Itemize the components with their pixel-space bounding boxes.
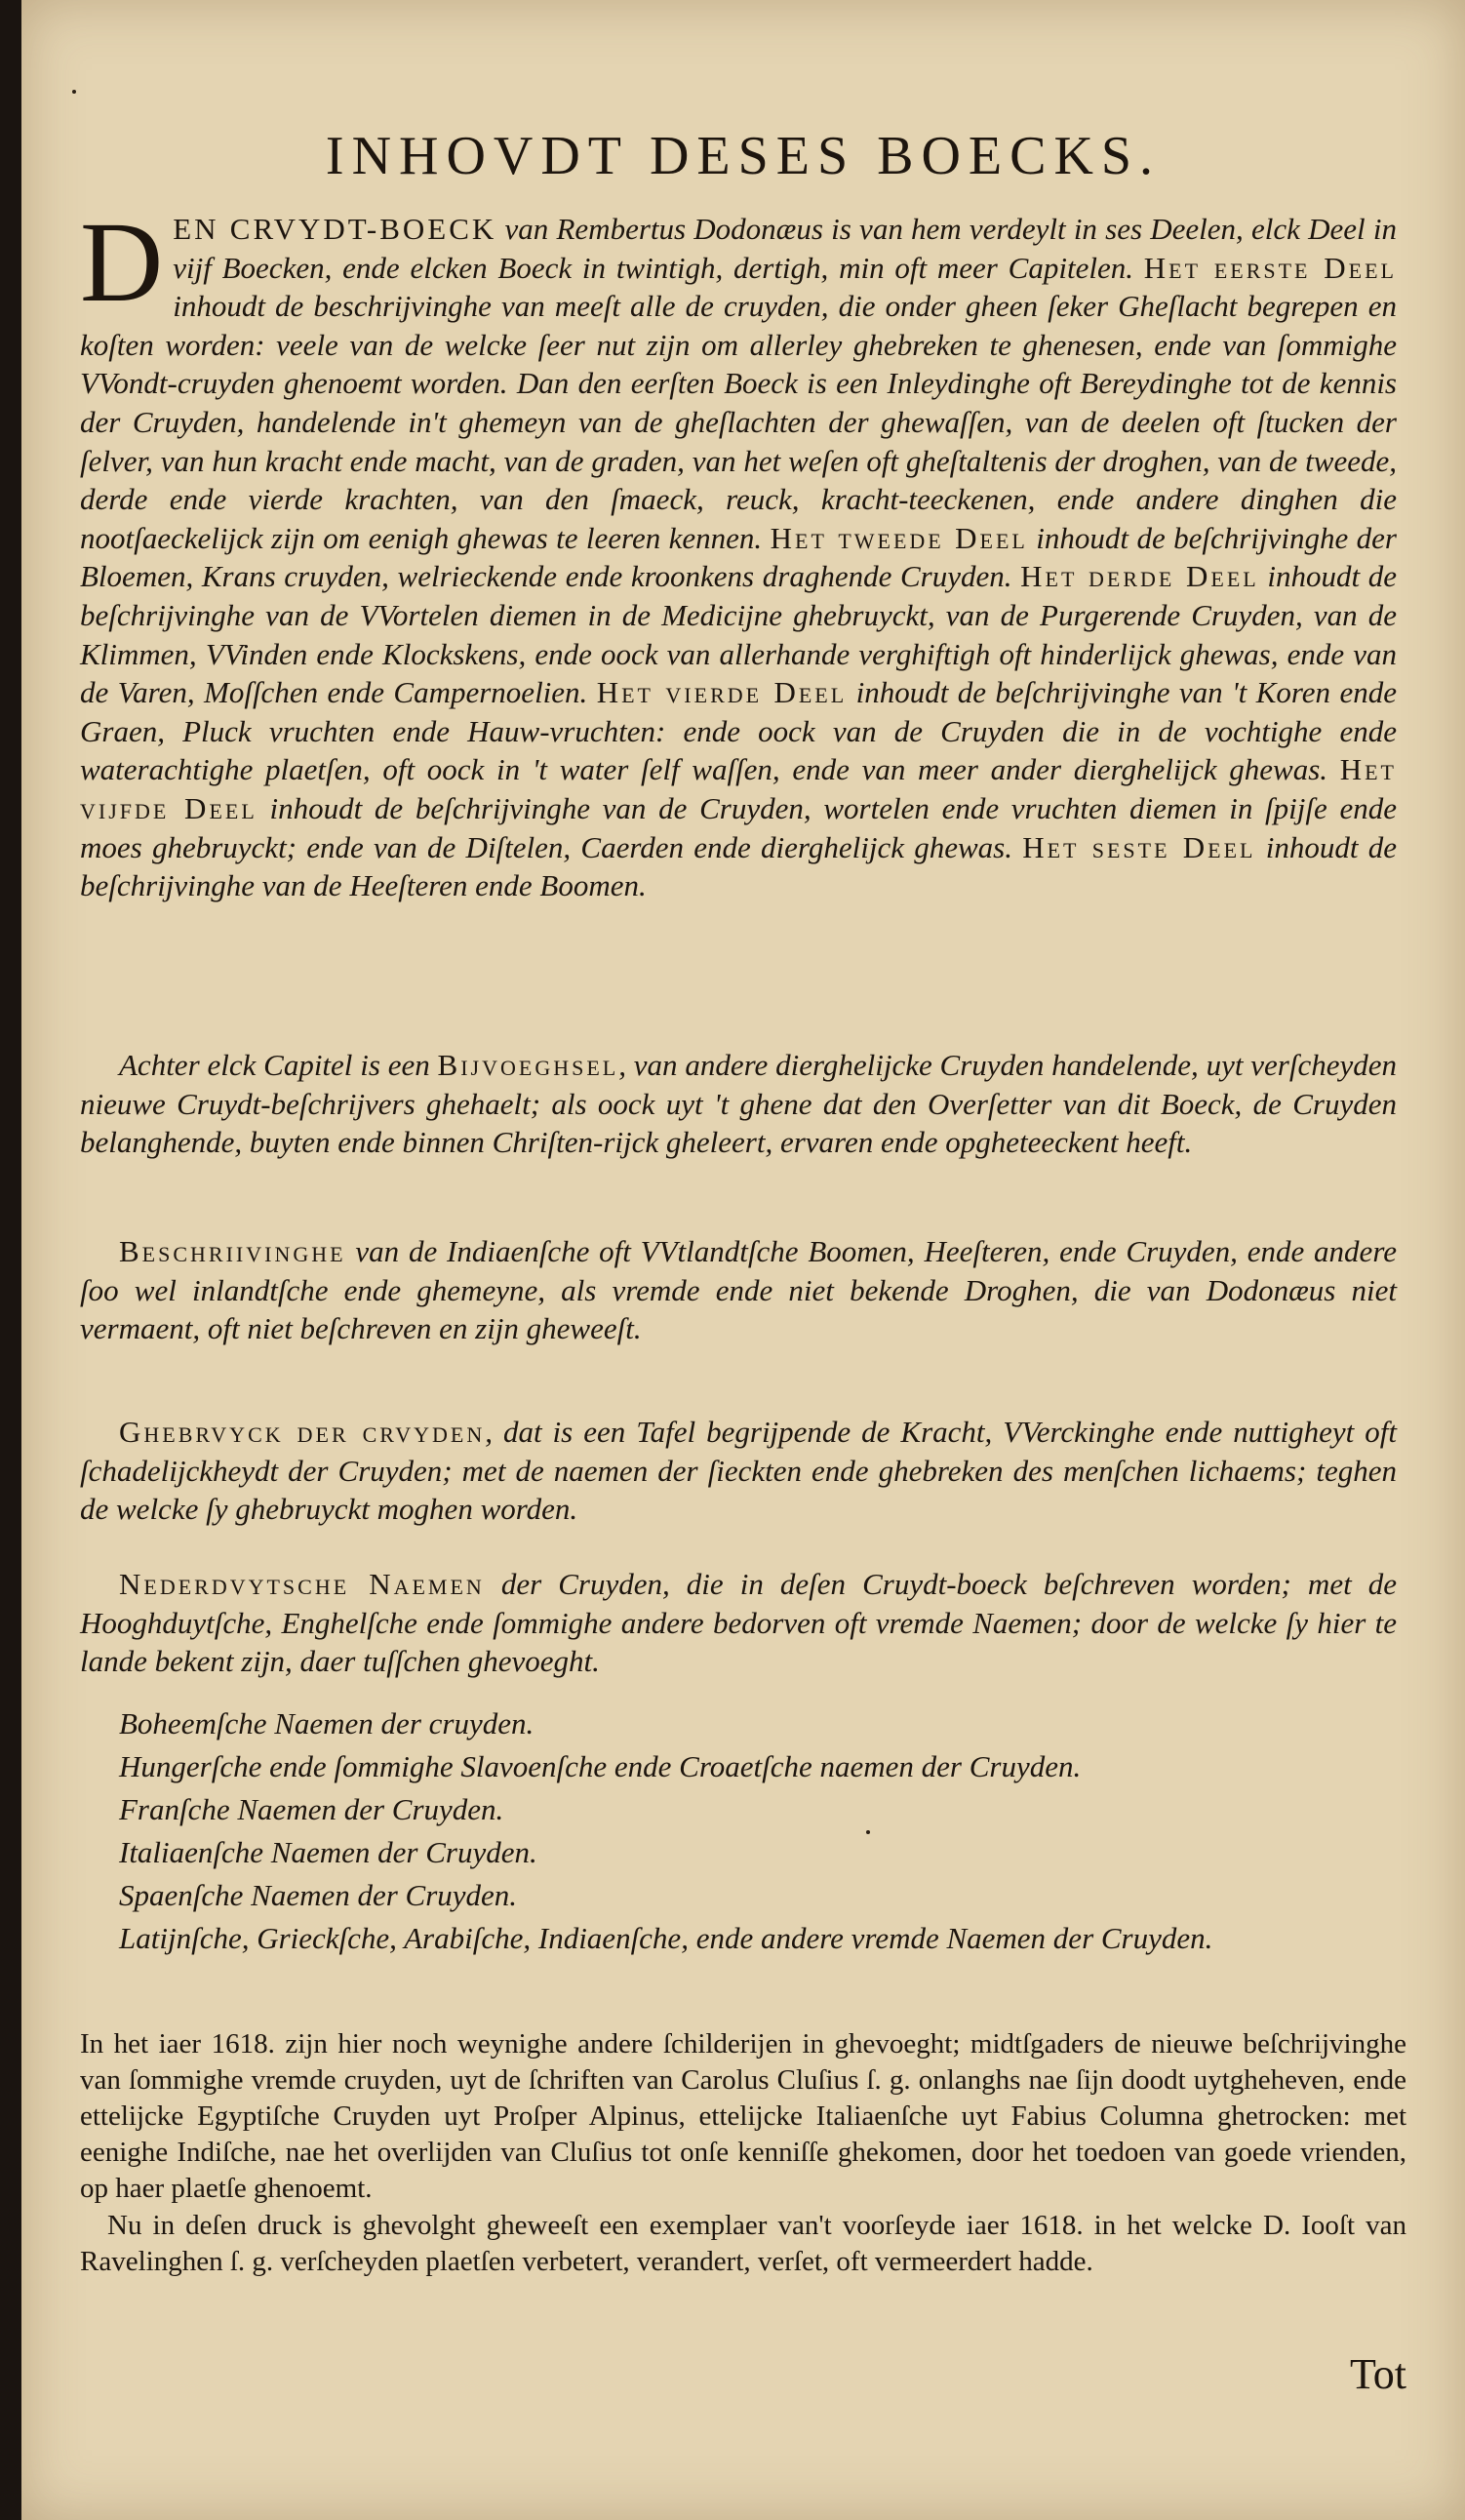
beschrijvinghe-text: van de Indiaenſche oft VVtlandtſche Boomen, Heeſteren, ende Cruyden, ende andere ſoo wel inlandtſche ende ghemeyne, als vremde ende niet bekende Droghen, die van Dodonæus niet vermaent, oft niet beſchreven en zijn gheweeſt.: [80, 1234, 1397, 1346]
part1-label: Het eerste Deel: [1143, 250, 1397, 285]
ghebruyck-label: Ghebrvyck der crvyden: [119, 1415, 486, 1449]
ink-speck: [866, 1830, 870, 1834]
bijvoeghsel-pre: Achter elck Capitel is een: [119, 1048, 438, 1082]
note-1618: In het iaer 1618. zijn hier noch weynighe andere ſchilderijen in ghevoeght; midtſgaders de nieuwe beſchrijvinghe van ſommighe vremde cruyden, uyt de ſchriften van Carolus Cluſius ſ. g. onlanghs nae ſijn doodt uytgheheven, ende ettelijcke Egyptiſche Cruyden uyt Proſper Alpinus, ettelijcke Italiaenſche uyt Fabius Columna ghetrocken: met eenighe Indiſche, nae het overlijden van Cluſius tot onſe kenniſſe ghekomen, door het toedoen van goede vrienden, op haer plaetſe ghenoemt.: [80, 2028, 1406, 2204]
list-item: Franſche Naemen der Cruyden.: [119, 1792, 504, 1826]
part2-text: inhoudt de beſchrijvinghe der Bloemen, Krans cruyden, welrieckende ende kroonkens draghende Cruyden.: [80, 520, 1397, 594]
list-item: Latijnſche, Grieckſche, Arabiſche, Indiaenſche, ende andere vremde Naemen der Cruyden.: [119, 1921, 1213, 1955]
bijvoeghsel-label: Bijvoeghsel: [437, 1048, 619, 1082]
list-item: Italiaenſche Naemen der Cruyden.: [119, 1835, 537, 1869]
list-item: Spaenſche Naemen der Cruyden.: [119, 1878, 518, 1912]
part6-label: Het seste Deel: [1022, 829, 1256, 864]
beschrijvinghe-paragraph: [80, 1232, 1397, 1348]
book-page: [21, 0, 1465, 2520]
drop-cap: D: [80, 198, 164, 326]
part3-text: inhoudt de beſchrijvinghe van de VVortelen diemen in de Medicijne ghebruyckt, van de Purgerende Cruyden, van de Klimmen, VVinden ende Klockskens, ende oock van allerhande verghiftigh oft hinderlijck ghewas, ende van de Varen, Moſſchen ende Campernoelien.: [80, 559, 1397, 710]
part5-label: Het vijfde Deel: [80, 752, 1397, 825]
intro-paragraph: [80, 198, 1397, 905]
intro-lead: EN CRVYDT-BOECK: [173, 212, 497, 246]
page-title: INHOVDT DESES BOECKS.: [325, 126, 1162, 186]
catchword: Tot: [1349, 2350, 1406, 2398]
part6-text: inhoudt de beſchrijvinghe van de Heeſteren ende Boomen.: [80, 829, 1397, 903]
part1-text: inhoudt de beschrijvinghe van meeſt alle de cruyden, die onder gheen ſeker Gheſlacht begrepen en koſten worden: veele van de welcke ſeer nut zijn om allerley ghebreken te ghenesen, ende van ſommighe VVondt-cruyden ghenoemt worden. Dan den eerſten Boeck is een Inleydinghe oft Bereydinghe tot de kennis der Cruyden, handelende in't ghemeyn van de gheſlachten der ghewaſſen, van de deelen oft ſtucken der ſelver, van hun kracht ende macht, van de graden, van het weſen oft gheſtaltenis der droghen, van de tweede, derde ende vierde krachten, van den ſmaeck, reuck, kracht-teeckenen, ende andere dinghen die nootſaeckelijck zijn om eenigh ghewas te leeren kennen.: [80, 289, 1397, 555]
nederduytsche-label: Nederdvytsche Naemen: [119, 1567, 485, 1601]
nederduytsche-text: der Cruyden, die in deſen Cruydt-boeck beſchreven worden; met de Hooghduytſche, Enghelſche ende ſommighe andere bedorven oft vremde Naemen; door de welcke ſy hier te lande bekent zijn, daer tuſſchen ghevoeght.: [80, 1567, 1398, 1679]
beschrijvinghe-label: Beschriivinghe: [119, 1234, 346, 1268]
name-lists: [119, 1702, 1212, 1960]
list-item: Hungerſche ende ſommighe Slavoenſche ende Croaetſche naemen der Cruyden.: [119, 1749, 1082, 1783]
ink-speck: [72, 90, 76, 94]
nederduytsche-paragraph: [80, 1565, 1397, 1681]
part2-label: Het tweede Deel: [770, 520, 1028, 555]
list-item: Boheemſche Naemen der cruyden.: [119, 1706, 535, 1740]
part3-label: Het derde Deel: [1020, 559, 1259, 594]
ghebruyck-text: , dat is een Tafel begrijpende de Kracht, VVerckinghe ende nuttigheyt oft ſchadelijckheydt der Cruyden; met de naemen der ſieckten ende ghebreken des menſchen lichaems; teghen de welcke ſy ghebruyckt moghen worden.: [80, 1415, 1397, 1527]
ghebruyck-paragraph: [80, 1413, 1397, 1529]
part4-text: inhoudt de beſchrijvinghe van 't Koren ende Graen, Pluck vruchten ende Hauw-vruchten: ende oock van de Cruyden die in de vochtighe ende waterachtighe plaetſen, oft oock in 't water ſelf waſſen, ende van meer ander dierghelijck ghewas.: [80, 675, 1397, 787]
part4-label: Het vierde Deel: [596, 675, 848, 710]
bijvoeghsel-paragraph: [80, 1046, 1397, 1162]
part5-text: inhoudt de beſchrijvinghe van de Cruyden, wortelen ende vruchten diemen in ſpijſe ende moes ghebruyckt; ende van de Diſtelen, Caerden ende dierghelijck ghewas.: [80, 790, 1397, 864]
note-print: Nu in deſen druck is ghevolght gheweeſt een exemplaer van't voorſeyde iaer 1618. in het welcke D. Iooſt van Ravelinghen ſ. g. verſcheyden plaetſen verbetert, verandert, verſet, oft vermeerdert hadde.: [80, 2210, 1406, 2277]
bijvoeghsel-text: , van andere dierghelijcke Cruyden handelende, uyt verſcheyden nieuwe Cruydt-beſchrijvers ghehaelt; als oock uyt 't ghene dat den Overſetter van dit Boeck, de Cruyden belanghende, buyten ende binnen Chriſten-rijck gheleert, ervaren ende opgheteeckent heeft.: [80, 1048, 1397, 1160]
intro-text: van Rembertus Dodonæus is van hem verdeylt in ses Deelen, elck Deel in vijf Boecken, ende elcken Boeck in twintigh, dertigh, min oft meer Capitelen.: [173, 212, 1397, 285]
